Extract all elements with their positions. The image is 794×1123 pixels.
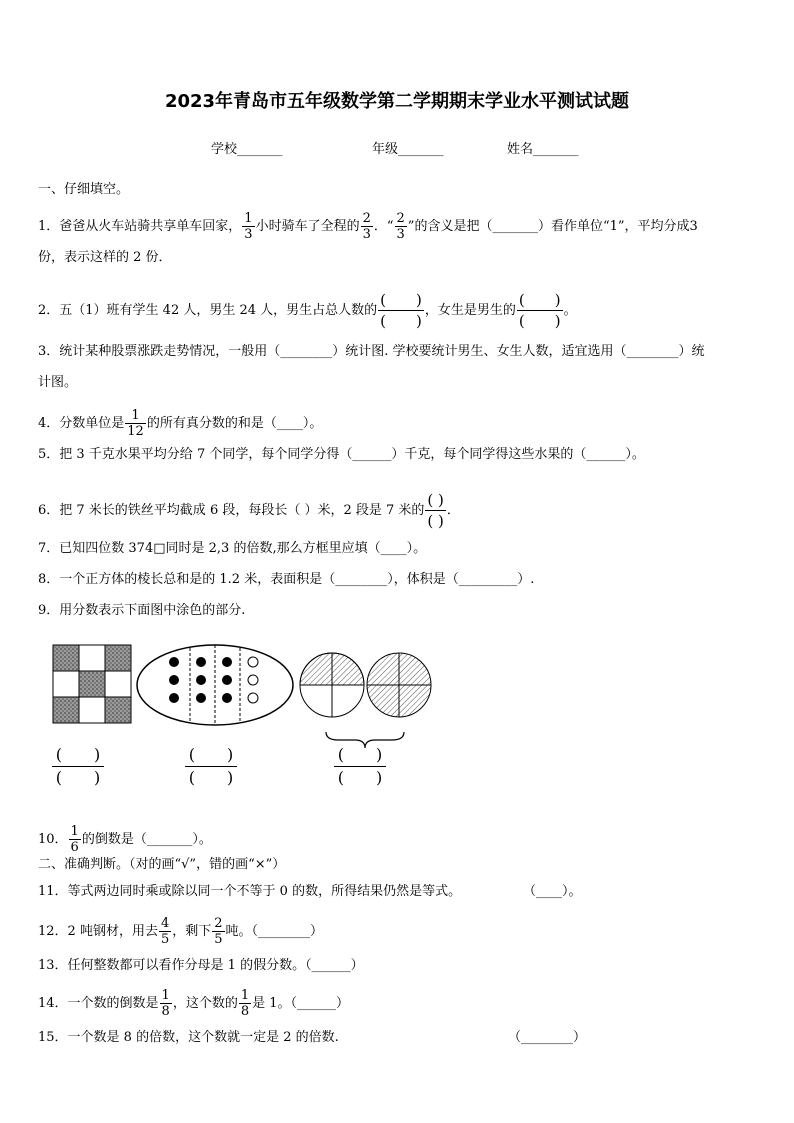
grade-field[interactable]: 年级_______ — [372, 142, 444, 157]
question-6: 6．把 7 米长的铁丝平均截成 6 段，每段长（ ）米，2 段是 7 米的 $\frac{( )}{( )}$ ． — [38, 491, 460, 530]
question-1: 1．爸爸从火车站骑共享单车回家， $\frac{1}{3}$ 小时骑车了全程的 $\frac{2}{3}$ ．“ $\frac{2}{3}$ ”的含义是把（_______）看作单位“1”，平均分成3 — [38, 211, 698, 242]
fraction-blank[interactable]: $\frac{( )}{( )}$ — [427, 491, 444, 530]
fraction: $\frac{1}{3}$ — [244, 211, 253, 242]
two-circles-figure — [300, 653, 431, 717]
page-title: 2023年青岛市五年级数学第二学期期末学业水平测试试题 — [164, 91, 630, 112]
question-8: 8．一个正方体的棱长总和是的 1.2 米，表面积是（________），体积是（_________）. — [38, 572, 535, 587]
question-3-cont: 计图。 — [38, 375, 78, 390]
q9-answer-2[interactable]: ( ) ( ) — [185, 744, 237, 789]
fraction-blank[interactable]: $\frac{( )}{( )}$ — [380, 291, 422, 330]
question-14: 14．一个数的倒数是 $\frac{1}{8}$ ，这个数的 $\frac{1}{8}$ 是 1。（______） — [38, 988, 350, 1019]
question-2: 2．五（1）班有学生 42 人，男生 24 人，男生占总人数的 $\frac{( )}{( )}$ ，女生是男生的 $\frac{( )}{( )}$ 。 — [38, 291, 577, 330]
q9-answer-3[interactable]: ( ) ( ) — [334, 744, 386, 789]
q9-figures — [48, 640, 448, 750]
school-field[interactable]: 学校_______ — [211, 142, 283, 157]
fraction: $\frac{2}{3}$ — [362, 211, 371, 242]
question-11-answer[interactable]: （____）。 — [523, 884, 582, 899]
question-1-cont: 份，表示这样的 2 份． — [38, 250, 172, 265]
fraction: $\frac{4}{5}$ — [160, 916, 170, 947]
checker-grid-figure — [53, 645, 131, 723]
question-12: 12．2 吨钢材，用去 $\frac{4}{5}$ ，剩下 $\frac{2}{5}$ 吨。（________） — [38, 916, 324, 947]
question-3: 3．统计某种股票涨跌走势情况，一般用（________）统计图. 学校要统计男生、女生人数，适宜选用（________）统 — [38, 344, 705, 359]
section-1-heading: 一、仔细填空。 — [38, 182, 130, 197]
question-5: 5．把 3 千克水果平均分给 7 个同学，每个同学分得（______）千克，每个同学得这些水果的（______）。 — [38, 447, 645, 462]
q9-answer-1[interactable]: ( ) ( ) — [52, 744, 104, 789]
fraction: $\frac{2}{3}$ — [396, 211, 405, 242]
question-7: 7．已知四位数 374□同时是 2,3 的倍数,那么方框里应填（____）。 — [38, 541, 427, 556]
name-field[interactable]: 姓名_______ — [507, 142, 579, 157]
section-2-heading: 二、准确判断。（对的画“√”，错的画“×”） — [38, 857, 286, 872]
question-13: 13．任何整数都可以看作分母是 1 的假分数。（______） — [38, 958, 364, 973]
fraction: $\frac{1}{8}$ — [161, 988, 170, 1019]
fraction: $\frac{1}{12}$ — [127, 408, 144, 439]
question-15-answer[interactable]: （________） — [508, 1030, 587, 1045]
question-15: 15．一个数是 8 的倍数，这个数就一定是 2 的倍数. — [38, 1030, 339, 1045]
question-4: 4．分数单位是 $\frac{1}{12}$ 的所有真分数的和是（____）。 — [38, 408, 323, 439]
fraction: $\frac{1}{6}$ — [70, 824, 79, 855]
question-10: 10． $\frac{1}{6}$ 的倒数是（_______）。 — [38, 824, 212, 855]
question-11: 11．等式两边同时乘或除以同一个不等于 0 的数，所得结果仍然是等式。 — [38, 884, 462, 899]
oval-dots-figure — [137, 645, 293, 725]
fraction: $\frac{1}{8}$ — [240, 988, 250, 1019]
fraction-blank[interactable]: $\frac{( )}{( )}$ — [518, 291, 561, 330]
question-9: 9．用分数表示下面图中涂色的部分. — [38, 603, 246, 618]
fraction: $\frac{2}{5}$ — [214, 916, 223, 947]
